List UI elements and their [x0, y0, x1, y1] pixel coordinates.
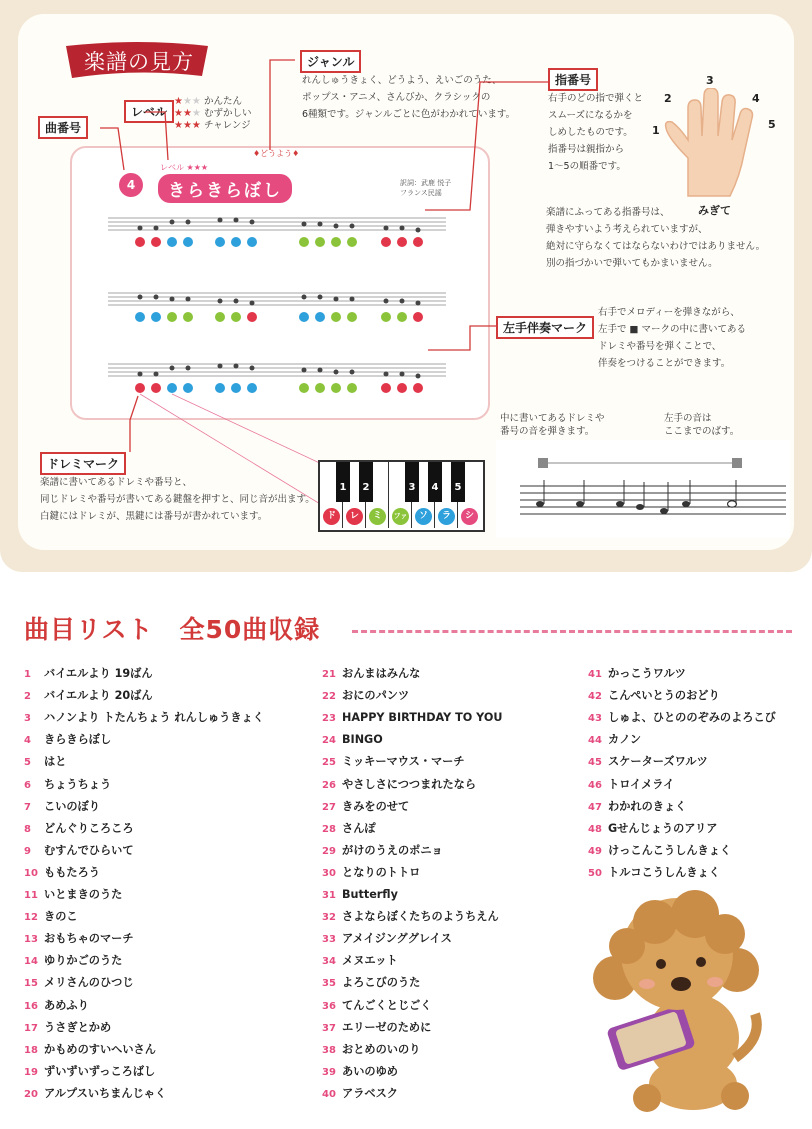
song-list-item [588, 797, 686, 817]
key-label-mi: ミ [369, 508, 386, 525]
key-label-re: レ [346, 508, 363, 525]
song-list-item [588, 841, 731, 861]
key-label-shi: シ [461, 508, 478, 525]
song-name: ハノンより トたんちょう れんしゅうきょく [44, 711, 264, 725]
song-name: おにのパンツ [342, 689, 410, 703]
song-name: いとまきのうた [44, 888, 123, 901]
song-number: 42 [588, 691, 602, 703]
song-list-item [322, 885, 398, 905]
song-list-item [588, 775, 674, 795]
song-list-item [24, 863, 100, 883]
song-list-item [322, 1040, 420, 1060]
song-list-item [588, 819, 717, 839]
sheet-credit: 訳詞：武鹿 悦子 フランス民謡 [400, 179, 452, 197]
song-number: 2 [24, 691, 31, 703]
song-list-item [322, 1084, 398, 1104]
song-number: 6 [24, 779, 31, 791]
black-key-number: 3 [408, 482, 416, 493]
song-list-item [322, 1062, 398, 1082]
sheet-genre-label: ♦どうよう♦ [253, 149, 300, 158]
song-name: おとめのいのり [342, 1042, 421, 1056]
black-key [359, 462, 373, 502]
song-name: きらきらぼし [44, 733, 112, 747]
song-list-item [322, 996, 432, 1016]
song-number: 34 [322, 956, 336, 968]
song-list-item [322, 775, 476, 795]
song-name: こんぺいとうのおどり [608, 689, 720, 703]
song-list-item [24, 929, 134, 949]
song-name: カノン [608, 733, 642, 747]
song-number: 14 [24, 956, 38, 968]
song-list-title: 曲目リスト 全50曲収録 [24, 615, 321, 644]
black-key [428, 462, 442, 502]
key-label-ra: ラ [438, 508, 455, 525]
song-number: 37 [322, 1022, 336, 1034]
song-number: 3 [24, 713, 31, 725]
song-number: 50 [588, 867, 602, 879]
song-number: 45 [588, 757, 602, 769]
finger-number-3: 3 [706, 74, 714, 87]
song-name: おんまはみんな [342, 667, 421, 680]
song-list-item [322, 951, 398, 971]
song-name: かもめのすいへいさん [44, 1042, 156, 1056]
song-list-item [24, 664, 153, 684]
song-number: 25 [322, 757, 336, 769]
song-number: 20 [24, 1088, 38, 1100]
song-name: アメイジンググレイス [342, 932, 452, 946]
song-list-item [322, 708, 502, 728]
song-list-item [24, 730, 111, 750]
doremi-description: 楽譜に書いてあるドレミや番号と、 同じドレミや番号が書いてある鍵盤を押すと、同じ音が出ます。 白鍵にはドレミが、黒鍵には番号が書かれています。 [40, 477, 315, 522]
song-number: 38 [322, 1044, 336, 1056]
song-number: 43 [588, 713, 602, 725]
key-label-so: ソ [415, 508, 432, 525]
song-number: 41 [588, 669, 602, 680]
left-hand-tag: 左手伴奏マーク [496, 316, 594, 339]
song-name: あいのゆめ [342, 1064, 398, 1078]
song-number: 16 [24, 1000, 38, 1012]
level-legend: ★★★ かんたん ★★★ むずかしい ★★★ チャレンジ [174, 96, 252, 131]
song-list-item [322, 1018, 431, 1038]
song-list-item [322, 863, 420, 883]
song-list-item [588, 664, 686, 684]
song-name: バイエルより 19ばん [44, 667, 153, 680]
sheet-song-title: きらきらぼし [158, 174, 292, 203]
song-list-item [322, 973, 420, 993]
song-number: 29 [322, 845, 336, 857]
song-number: 31 [322, 890, 336, 901]
black-key [405, 462, 419, 502]
sheet-song-number: 4 [119, 173, 143, 197]
song-name: うさぎとかめ [44, 1020, 112, 1034]
song-name: あめふり [44, 998, 89, 1012]
song-name: となりのトトロ [342, 865, 421, 879]
song-list-item [588, 863, 720, 883]
song-number: 28 [322, 823, 336, 835]
finger-number-2: 2 [664, 92, 672, 105]
black-key [336, 462, 350, 502]
song-number: 49 [588, 845, 602, 857]
song-name: HAPPY BIRTHDAY TO YOU [342, 711, 503, 725]
black-key-number: 5 [454, 482, 462, 493]
song-list-item [322, 664, 420, 684]
song-number: 1 [24, 669, 31, 680]
song-name: てんごくとじごく [342, 998, 432, 1012]
sheet-level-label: レベル ★★★ [160, 163, 209, 172]
song-list-item [24, 708, 264, 728]
finger-number-4: 4 [752, 92, 760, 105]
song-name: メリさんのひつじ [44, 976, 134, 990]
song-list-item [24, 907, 78, 927]
song-number: 24 [322, 735, 336, 747]
black-key [451, 462, 465, 502]
finger-number-1: 1 [652, 124, 660, 137]
song-name: こいのぼり [44, 799, 100, 813]
song-number: 18 [24, 1044, 38, 1056]
song-number: 21 [322, 669, 336, 680]
hand-caption: みぎて [698, 204, 731, 217]
song-name: さよならぼくたちのようちえん [342, 910, 499, 924]
song-list-item [24, 841, 134, 861]
song-number: 40 [322, 1088, 336, 1100]
key-label-fa: ファ [392, 508, 409, 525]
song-list-item [24, 1018, 111, 1038]
song-name: メヌエット [342, 954, 398, 968]
staff-note-right: 左手の音は ここまでのばす。 [664, 413, 740, 437]
fingering-note: 楽譜にふってある指番号は、 弾きやすいよう考えられていますが、 絶対に守らなくてはならないわけではありません。 別の指づかいで弾いてもかまいません。 [546, 207, 766, 269]
song-list-item [322, 797, 409, 817]
song-list-item [24, 686, 153, 706]
song-number: 48 [588, 823, 602, 835]
song-number: 27 [322, 801, 336, 813]
song-name: トルコこうしんきょく [608, 865, 720, 879]
song-number: 11 [24, 890, 38, 901]
song-number: 22 [322, 691, 336, 703]
song-list-item [24, 973, 134, 993]
song-list-item [24, 1040, 156, 1060]
left-hand-description: 右手でメロディーを弾きながら、 左手で ■ マークの中に書いてある ドレミや番号を弾くことで、 伴奏をつけることができます。 [598, 307, 747, 369]
song-number: 10 [24, 867, 38, 879]
song-list-item [588, 730, 641, 750]
song-list-item [322, 730, 383, 750]
genre-tag: ジャンル [300, 50, 361, 73]
level-tag: レベル [124, 100, 174, 123]
song-name: はと [44, 755, 67, 769]
song-name: ゆりかごのうた [44, 954, 123, 968]
song-name: おもちゃのマーチ [44, 932, 134, 946]
song-name: さんぽ [342, 821, 376, 835]
black-key-number: 2 [362, 482, 370, 493]
song-name: しゅよ、ひとののぞみのよろこび [608, 711, 776, 725]
key-label-do: ド [323, 508, 340, 525]
song-list-item [24, 951, 122, 971]
song-number: 36 [322, 1000, 336, 1012]
finger-number-5: 5 [768, 118, 776, 131]
song-name: ちょうちょう [44, 777, 112, 791]
song-name: けっこんこうしんきょく [608, 843, 732, 857]
staff-example [496, 440, 792, 540]
song-number: 4 [24, 735, 31, 747]
song-name: ずいずいずっころばし [44, 1064, 156, 1078]
song-number: 32 [322, 912, 336, 924]
doremi-tag: ドレミマーク [40, 452, 126, 475]
black-key-number: 4 [431, 482, 439, 493]
song-name: がけのうえのポニョ [342, 843, 443, 857]
song-list-item [24, 1084, 166, 1104]
song-number: 7 [24, 801, 31, 813]
song-number: 35 [322, 978, 336, 990]
song-number: 39 [322, 1066, 336, 1078]
song-list-item [24, 819, 134, 839]
song-number: 47 [588, 801, 602, 813]
page-title: 楽譜の見方 [84, 50, 194, 74]
song-number: 17 [24, 1022, 38, 1034]
song-name: スケーターズワルツ [608, 755, 708, 769]
song-number: 13 [24, 934, 38, 946]
title-dashed-rule [352, 630, 792, 633]
song-name: アルプスいちまんじゃく [44, 1086, 167, 1100]
song-name: どんぐりころころ [44, 821, 134, 835]
song-list-item [322, 752, 465, 772]
song-name: BINGO [342, 733, 383, 747]
song-list-item [322, 819, 376, 839]
song-list-item [24, 885, 122, 905]
song-list-item [322, 907, 499, 927]
song-number: 19 [24, 1066, 38, 1078]
black-key-number: 1 [339, 482, 347, 493]
fingering-tag: 指番号 [548, 68, 598, 91]
dog-accordion-illustration [585, 888, 797, 1116]
song-number: 33 [322, 934, 336, 946]
song-name: やさしさにつつまれたなら [342, 777, 477, 791]
song-number: 8 [24, 823, 31, 835]
genre-description: れんしゅうきょく、どうよう、えいごのうた、 ポップス・アニメ、さんびか、クラシックの 6種類です。ジャンルごとに色がわかれています。 [302, 75, 516, 120]
song-name: ももたろう [44, 865, 100, 879]
song-number: 26 [322, 779, 336, 791]
staff-note-left: 中に書いてあるドレミや 番号の音を弾きます。 [500, 413, 605, 437]
number-tag: 曲番号 [38, 116, 88, 139]
song-number: 5 [24, 757, 31, 769]
song-name: きみをのせて [342, 799, 410, 813]
song-list-item [322, 686, 409, 706]
song-list-item [24, 996, 89, 1016]
song-name: かっこうワルツ [608, 667, 686, 680]
song-list-item [588, 686, 720, 706]
song-list-item [24, 797, 100, 817]
song-name: バイエルより 20ばん [44, 689, 153, 703]
song-name: アラベスク [342, 1086, 398, 1100]
song-list-item [588, 708, 776, 728]
song-list-item [322, 841, 443, 861]
song-number: 9 [24, 845, 31, 857]
song-number: 44 [588, 735, 602, 747]
fingering-description: 右手のどの指で弾くと スムーズになるかを しめしたものです。 指番号は親指から 1～5の順番です。 [548, 93, 644, 172]
keyboard-diagram [318, 460, 485, 532]
song-name: わかれのきょく [608, 799, 687, 813]
song-name: きのこ [44, 910, 78, 924]
song-list-item [24, 775, 111, 795]
song-name: トロイメライ [608, 777, 675, 791]
song-name: むすんでひらいて [44, 843, 134, 857]
song-list-item [588, 752, 708, 772]
song-number: 30 [322, 867, 336, 879]
song-number: 12 [24, 912, 38, 924]
song-number: 15 [24, 978, 38, 990]
song-list-item [24, 752, 66, 772]
song-list-item [322, 929, 452, 949]
song-name: エリーゼのために [342, 1020, 432, 1034]
song-name: Butterfly [342, 888, 398, 901]
song-number: 23 [322, 713, 336, 725]
song-name: ミッキーマウス・マーチ [342, 755, 465, 769]
song-name: よろこびのうた [342, 976, 421, 990]
song-list-item [24, 1062, 155, 1082]
song-number: 46 [588, 779, 602, 791]
song-name: Gせんじょうのアリア [608, 821, 718, 835]
